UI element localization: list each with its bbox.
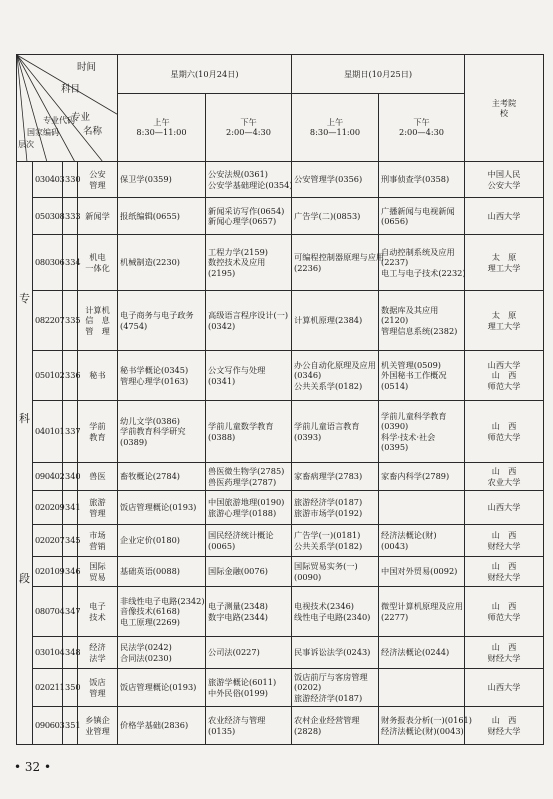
major-name-cell-line: 业管理 (85, 725, 110, 736)
sat-pm-exam-cell-line: 新闻采访写作(0654) (208, 205, 285, 216)
sat-pm-exam-cell (206, 198, 292, 235)
sat-pm-exam-cell-line: 公安学基础理论(0354) (208, 179, 293, 190)
sat-am-exam-cell-line: 管理心理学(0163) (120, 375, 189, 386)
sun-am-exam-cell-line: 公共关系学(0182) (294, 380, 363, 391)
sat-pm-exam-cell (206, 587, 292, 637)
major-name-cell (78, 637, 118, 669)
sun-pm-exam-cell (379, 637, 465, 669)
sat-pm-exam-cell-line: (0065) (208, 540, 236, 551)
sun-am-exam-cell-line: (0090) (294, 571, 322, 582)
main-school-cell-line: 山 西 (491, 642, 517, 653)
sun-am-exam-cell (292, 401, 379, 463)
major-name-cell (78, 401, 118, 463)
sat-pm-exam-cell (206, 707, 292, 745)
main-school-cell (465, 162, 544, 198)
corner-label-national-code: 国家编码 (27, 128, 59, 137)
sat-pm-exam-cell-line: 公文写作与处理 (208, 365, 266, 376)
main-school-cell-line: 太 原 (491, 252, 517, 263)
major-name-cell-line: 管理 (89, 507, 106, 518)
saturday-header: 星期六(10月24日) (118, 55, 292, 94)
sat-am-exam-cell-line: 秘书学概论(0345) (120, 365, 189, 376)
sat-pm-exam-cell-line: 旅游学概论(6011) (208, 677, 277, 688)
sun-pm-exam-cell (379, 525, 465, 557)
sun-am-exam-cell (292, 669, 379, 707)
main-school-cell-line: 理工大学 (487, 320, 521, 331)
sat-pm-exam-cell-line: 高级语言程序设计(一) (208, 310, 289, 321)
sun-pm-exam-cell-line: 科学·技术·社会 (381, 431, 436, 442)
sat-am-exam-cell-line: 音像技术(6168) (120, 606, 180, 617)
table-row (17, 491, 544, 525)
level-char: 科 (19, 412, 30, 425)
main-school-cell (465, 707, 544, 745)
sat-am-exam-cell (118, 637, 206, 669)
national-code-cell: 040101 (33, 401, 63, 463)
sat-am-exam-cell-line: 幼儿文学(0386) (120, 416, 180, 427)
major-name-cell-line: 法学 (89, 652, 106, 663)
corner-label-major-code: 专业代码 (43, 116, 75, 125)
sun-am-exam-cell-line: 国际贸易实务(一) (294, 561, 358, 572)
sat-am-exam-cell (118, 669, 206, 707)
major-code-cell: 348 (63, 637, 78, 669)
major-name-cell-line: 乡镇企 (85, 715, 110, 726)
major-name-cell-line: 信 息 (85, 315, 110, 326)
sun-pm-exam-cell (379, 351, 465, 401)
sat-am-exam-cell (118, 351, 206, 401)
sun-pm-exam-cell-line: 电工与电子技术(2232) (381, 267, 466, 278)
major-name-cell-line: 营销 (89, 540, 106, 551)
national-code-cell: 082207 (33, 291, 63, 351)
table-row (17, 351, 544, 401)
major-name-cell (78, 669, 118, 707)
sat-pm-exam-cell-line: (2195) (208, 267, 236, 278)
sat-am-exam-cell (118, 707, 206, 745)
sat-pm-exam-cell-line: 工程力学(2159) (208, 247, 268, 258)
table-row (17, 587, 544, 637)
major-name-cell (78, 198, 118, 235)
table-row (17, 401, 544, 463)
sun-am-exam-cell (292, 637, 379, 669)
table-row (17, 669, 544, 707)
major-code-cell: 337 (63, 401, 78, 463)
table-row (17, 463, 544, 491)
sat-pm-exam-cell-line: 学前儿童数学教育 (208, 421, 274, 432)
sun-am-exam-cell-line: 电视技术(2346) (294, 601, 354, 612)
main-school-cell-line: 农业大学 (487, 476, 521, 487)
major-name-cell (78, 587, 118, 637)
sun-pm-exam-cell-line: 微型计算机原理及应用 (381, 601, 463, 612)
sun-am-exam-cell (292, 707, 379, 745)
main-school-cell-line: 财经大学 (487, 571, 521, 582)
sat-pm-exam-cell-line: (0388) (208, 431, 236, 442)
main-school-cell (465, 235, 544, 291)
major-name-cell (78, 235, 118, 291)
sat-pm-exam-cell-line: (0341) (208, 375, 236, 386)
sun-am-exam-cell-line: 线性电子电路(2340) (294, 611, 371, 622)
major-name-cell-line: 饭店 (89, 677, 106, 688)
main-school-cell-line: 山 西 (491, 370, 517, 381)
sun-pm-exam-cell-line: 自动控制系统及应用 (381, 247, 455, 258)
main-school-cell-line: 财经大学 (487, 725, 521, 736)
sun-am-exam-cell-line: (2828) (294, 725, 322, 736)
major-name-cell-line: 电子 (89, 601, 106, 612)
sun-am-exam-cell-line: 学前儿童语言教育 (294, 421, 360, 432)
major-name-cell-line: 管 理 (85, 325, 110, 336)
major-code-cell: 335 (63, 291, 78, 351)
sat-am-exam-cell (118, 491, 206, 525)
table-row (17, 198, 544, 235)
national-code-cell: 090603 (33, 707, 63, 745)
sun-pm-exam-cell-line: 数据库及其应用 (381, 305, 439, 316)
sat-pm-exam-cell-line: 兽医药理学(2787) (208, 476, 277, 487)
sun-pm-exam-cell-line: (0656) (381, 216, 409, 226)
sun-pm-exam-cell-line: 经济法概论(财) (381, 530, 437, 541)
main-school-cell-line: 师范大学 (487, 431, 521, 442)
sat-pm-exam-cell (206, 162, 292, 198)
sun-pm-exam-cell (379, 707, 472, 745)
sat-am-exam-cell-line: (0389) (120, 436, 148, 447)
major-code-cell: 330 (63, 162, 78, 198)
major-code-cell: 333 (63, 198, 78, 235)
major-name-cell-line: 旅游 (89, 497, 106, 508)
sat-pm-exam-cell (206, 637, 292, 669)
sat-pm-exam-cell (206, 235, 292, 291)
sat-am-exam-cell-line: 电子商务与电子政务 (120, 310, 194, 321)
sat-pm-exam-cell-line: 农业经济与管理 (208, 715, 266, 726)
main-school-cell-line: 山 西 (491, 715, 517, 726)
sun-pm-exam-cell-line: (0043) (381, 540, 409, 551)
sun-am-exam-cell (292, 235, 385, 291)
sun-pm-exam-cell-line: 经济法概论(财)(0043) (381, 725, 464, 736)
session-sat-pm: 下午 2:00—4:30 (206, 93, 292, 161)
sun-pm-exam-cell (379, 491, 465, 525)
sun-pm-exam-cell (379, 198, 465, 235)
national-code-cell: 080704 (33, 587, 63, 637)
national-code-cell: 020109 (33, 557, 63, 587)
sat-am-exam-cell (118, 235, 206, 291)
sun-am-exam-cell (292, 525, 379, 557)
sun-am-exam-cell-line: 旅游市场学(0192) (294, 507, 363, 518)
sun-pm-exam-cell-line: (2120) (381, 315, 409, 326)
major-name-cell-line: 学前 (89, 421, 106, 432)
sun-pm-exam-cell-line: 财务报表分析(一)(0161) (381, 715, 472, 726)
table-row (17, 235, 544, 291)
sat-am-exam-cell-line: 畜牧概论(2784) (120, 471, 180, 482)
major-name-cell-line: 国际 (89, 561, 106, 572)
major-name-cell (78, 707, 118, 745)
major-code-cell: 341 (63, 491, 78, 525)
sun-pm-exam-cell (379, 235, 465, 291)
major-code-cell: 346 (63, 557, 78, 587)
table-row (17, 637, 544, 669)
sat-am-exam-cell-line: 饭店管理概论(0193) (120, 502, 197, 513)
national-code-cell: 080306 (33, 235, 63, 291)
major-name-cell-line: 秘书 (89, 370, 106, 381)
major-name-cell-line: 经济 (89, 642, 106, 653)
sun-am-exam-cell-line: 饭店前厅与客房管理 (294, 672, 368, 683)
sat-am-exam-cell (118, 401, 206, 463)
sun-pm-exam-cell (379, 557, 465, 587)
sat-pm-exam-cell-line: 旅游心理学(0188) (208, 507, 277, 518)
main-school-cell-line: 师范大学 (487, 611, 521, 622)
major-code-cell: 347 (63, 587, 78, 637)
sun-pm-exam-cell-line: (0390) (381, 421, 409, 432)
page-number: • 32 • (14, 760, 52, 774)
table-row (17, 707, 544, 745)
major-code-cell: 350 (63, 669, 78, 707)
corner-label-major-name: 专业 (71, 112, 91, 123)
sat-am-exam-cell-line: 饭店管理概论(0193) (120, 682, 197, 693)
sun-am-exam-cell (292, 463, 379, 491)
sat-pm-exam-cell-line: 数控技术及应用 (208, 257, 266, 268)
sun-am-exam-cell-line: 计算机原理(2384) (294, 315, 363, 326)
sun-pm-exam-cell-line: (2237) (381, 257, 409, 268)
sat-pm-exam-cell (206, 463, 292, 491)
major-name-cell (78, 463, 118, 491)
major-name-cell-line: 管理 (89, 179, 106, 190)
sun-pm-exam-cell-line: 管理信息系统(2382) (381, 325, 458, 336)
sun-am-exam-cell (292, 351, 379, 401)
national-code-cell: 050102 (33, 351, 63, 401)
table-row (17, 291, 544, 351)
sat-am-exam-cell (118, 291, 206, 351)
major-name-cell (78, 351, 118, 401)
sun-pm-exam-cell (379, 669, 465, 707)
main-school-header: 主考院校 (465, 55, 544, 162)
sun-am-exam-cell (292, 587, 379, 637)
exam-schedule-table (16, 54, 544, 745)
sun-am-exam-cell (292, 162, 379, 198)
national-code-cell: 020211 (33, 669, 63, 707)
sat-pm-exam-cell-line: 国民经济统计概论 (208, 530, 274, 541)
major-name-cell-line: 市场 (89, 530, 106, 541)
sat-pm-exam-cell (206, 669, 292, 707)
table-row (17, 557, 544, 587)
sun-am-exam-cell (292, 557, 379, 587)
main-school-cell (465, 669, 544, 707)
sat-pm-exam-cell (206, 291, 292, 351)
sat-am-exam-cell-line: 价格学基础(2836) (120, 720, 189, 731)
main-school-cell (465, 198, 544, 235)
main-school-cell-line: 太 原 (491, 310, 517, 321)
sun-pm-exam-cell (379, 401, 465, 463)
sun-am-exam-cell-line: 广告学(一)(0181) (294, 530, 361, 541)
sat-am-exam-cell-line: 机械制造(2230) (120, 257, 180, 268)
sat-am-exam-cell (118, 587, 206, 637)
sun-am-exam-cell-line: (0202) (294, 682, 322, 693)
national-code-cell: 020207 (33, 525, 63, 557)
major-code-cell: 334 (63, 235, 78, 291)
sat-pm-exam-cell-line: 新闻心理学(0657) (208, 216, 277, 226)
main-school-cell-line: 师范大学 (487, 380, 521, 391)
corner-label-time: 时间 (77, 62, 97, 73)
table-row (17, 162, 544, 198)
sun-pm-exam-cell (379, 162, 465, 198)
sat-pm-exam-cell-line: 兽医微生物学(2785) (208, 466, 285, 477)
sun-pm-exam-cell-line: 中国对外贸易(0092) (381, 566, 458, 577)
sat-pm-exam-cell-line: (0135) (208, 725, 236, 736)
sun-pm-exam-cell-line: 家畜内科学(2789) (381, 471, 450, 482)
sat-am-exam-cell-line: 合同法(0230) (120, 652, 172, 663)
main-school-cell-line: 山 西 (491, 530, 517, 541)
session-sun-pm: 下午 2:00—4:30 (379, 93, 465, 161)
main-school-cell-line: 山 西 (491, 601, 517, 612)
sat-am-exam-cell-line: 报纸编辑(0655) (120, 210, 180, 221)
sun-am-exam-cell-line: 旅游经济学(0187) (294, 497, 363, 508)
sat-am-exam-cell (118, 463, 206, 491)
major-name-cell-line: 技术 (89, 611, 106, 622)
main-school-cell-line: 公安大学 (487, 179, 521, 190)
main-school-cell-line: 山西大学 (487, 682, 521, 693)
sat-am-exam-cell-line: (4754) (120, 320, 148, 331)
sun-am-exam-cell-line: (0346) (294, 370, 322, 381)
major-name-cell-line: 机电 (89, 252, 106, 263)
national-code-cell: 050308 (33, 198, 63, 235)
sat-pm-exam-cell-line: 中国旅游地理(0190) (208, 497, 285, 508)
session-sun-am: 上午 8:30—11:00 (292, 93, 379, 161)
major-name-cell (78, 557, 118, 587)
sat-am-exam-cell-line: 学前教育科学研究 (120, 426, 186, 437)
sat-pm-exam-cell-line: 中外民俗(0199) (208, 687, 268, 698)
major-name-cell-line: 一体化 (85, 262, 110, 273)
sat-am-exam-cell-line: 基础英语(0088) (120, 566, 180, 577)
level-char: 段 (19, 572, 30, 585)
corner-label-major-name-2: 名称 (83, 126, 103, 137)
sun-am-exam-cell (292, 491, 379, 525)
sat-pm-exam-cell (206, 525, 292, 557)
sat-am-exam-cell (118, 557, 206, 587)
sun-am-exam-cell-line: 可编程控制器原理与应用 (294, 252, 385, 263)
exam-schedule-sheet (16, 54, 543, 745)
national-code-cell: 020209 (33, 491, 63, 525)
corner-label-level: 层次 (18, 140, 34, 149)
major-name-cell-line: 兽医 (89, 471, 106, 482)
major-name-cell (78, 291, 118, 351)
sun-am-exam-cell-line: (0393) (294, 431, 322, 442)
sat-pm-exam-cell-line: 公安法规(0361) (208, 169, 268, 180)
main-school-cell (465, 291, 544, 351)
sun-pm-exam-cell-line: (0514) (381, 380, 409, 391)
session-sat-am: 上午 8:30—11:00 (118, 93, 206, 161)
main-school-cell-line: 山 西 (491, 561, 517, 572)
sat-am-exam-cell (118, 162, 206, 198)
level-char: 专 (19, 292, 30, 305)
sat-am-exam-cell-line: 非线性电子电路(2342) (120, 596, 205, 607)
sun-am-exam-cell (292, 198, 379, 235)
sat-am-exam-cell-line: 企业定价(0180) (120, 535, 180, 546)
sat-pm-exam-cell (206, 351, 292, 401)
main-school-cell-line: 山 西 (491, 466, 517, 477)
sun-am-exam-cell-line: 办公自动化原理及应用 (294, 360, 376, 371)
header-corner-cell (17, 55, 118, 162)
main-school-cell-line: 财经大学 (487, 652, 521, 663)
sat-pm-exam-cell (206, 401, 292, 463)
sun-pm-exam-cell-line: 机关管理(0509) (381, 360, 441, 371)
sun-pm-exam-cell-line: 学前儿童科学教育 (381, 411, 447, 421)
sat-pm-exam-cell-line: (0342) (208, 320, 236, 331)
sun-pm-exam-cell-line: (0395) (381, 441, 409, 452)
major-code-cell: 340 (63, 463, 78, 491)
main-school-cell (465, 491, 544, 525)
sun-pm-exam-cell-line: 外国秘书工作概况 (381, 370, 447, 381)
sun-pm-exam-cell-line: (2277) (381, 611, 409, 622)
major-name-cell (78, 525, 118, 557)
main-school-cell-line: 理工大学 (487, 262, 521, 273)
sat-am-exam-cell (118, 525, 206, 557)
sat-am-exam-cell (118, 198, 206, 235)
sat-pm-exam-cell-line: 国际金融(0076) (208, 566, 268, 577)
sat-am-exam-cell-line: 民法学(0242) (120, 642, 172, 653)
sun-pm-exam-cell-line: 经济法概论(0244) (381, 647, 450, 658)
major-name-cell-line: 计算机 (85, 305, 110, 316)
major-code-cell: 345 (63, 525, 78, 557)
sun-pm-exam-cell-line: 广播新闻与电视新闻 (381, 205, 455, 216)
sun-am-exam-cell-line: 公共关系学(0182) (294, 540, 363, 551)
main-school-cell (465, 587, 544, 637)
sun-am-exam-cell-line: 农村企业经营管理 (294, 715, 360, 726)
sun-am-exam-cell-line: 民事诉讼法学(0243) (294, 647, 371, 658)
corner-label-subject: 科目 (61, 84, 81, 95)
sat-am-exam-cell-line: 保卫学(0359) (120, 174, 172, 185)
sun-pm-exam-cell (379, 587, 465, 637)
national-code-cell: 090402 (33, 463, 63, 491)
sat-pm-exam-cell (206, 491, 292, 525)
sun-am-exam-cell-line: 家畜病理学(2783) (294, 471, 363, 482)
sun-pm-exam-cell (379, 291, 465, 351)
main-school-cell (465, 401, 544, 463)
sun-am-exam-cell (292, 291, 379, 351)
sun-am-exam-cell-line: 旅游经济学(0187) (294, 692, 363, 703)
level-cell (17, 162, 33, 745)
major-name-cell (78, 162, 118, 198)
major-name-cell-line: 教育 (89, 431, 106, 442)
major-name-cell (78, 491, 118, 525)
main-school-cell-line: 财经大学 (487, 540, 521, 551)
main-school-cell (465, 351, 544, 401)
national-code-cell: 030104 (33, 637, 63, 669)
main-school-cell-line: 山 西 (491, 421, 517, 432)
sun-am-exam-cell-line: (2236) (294, 262, 322, 273)
major-name-cell-line: 贸易 (89, 571, 106, 582)
main-school-cell (465, 463, 544, 491)
main-school-cell (465, 557, 544, 587)
sun-pm-exam-cell-line: 刑事侦查学(0358) (381, 174, 450, 185)
national-code-cell: 030403 (33, 162, 63, 198)
major-name-cell-line: 新闻学 (85, 210, 110, 221)
sun-pm-exam-cell (379, 463, 465, 491)
major-code-cell: 351 (63, 707, 78, 745)
major-code-cell: 336 (63, 351, 78, 401)
main-school-cell-line: 山西大学 (487, 502, 521, 513)
main-school-cell-line: 中国人民 (487, 169, 521, 180)
main-school-cell-line: 山西大学 (487, 360, 521, 371)
sat-pm-exam-cell (206, 557, 292, 587)
sat-pm-exam-cell-line: 公司法(0227) (208, 647, 260, 658)
main-school-cell (465, 637, 544, 669)
sat-am-exam-cell-line: 电工原理(2269) (120, 616, 180, 627)
sat-pm-exam-cell-line: 电子测量(2348) (208, 601, 268, 612)
sunday-header: 星期日(10月25日) (292, 55, 465, 94)
major-name-cell-line: 管理 (89, 687, 106, 698)
sun-am-exam-cell-line: 广告学(二)(0853) (294, 210, 361, 221)
table-row (17, 525, 544, 557)
sun-am-exam-cell-line: 公安管理学(0356) (294, 174, 363, 185)
sat-pm-exam-cell-line: 数字电路(2344) (208, 611, 268, 622)
main-school-cell (465, 525, 544, 557)
main-school-cell-line: 山西大学 (487, 210, 521, 221)
major-name-cell-line: 公安 (89, 169, 106, 180)
